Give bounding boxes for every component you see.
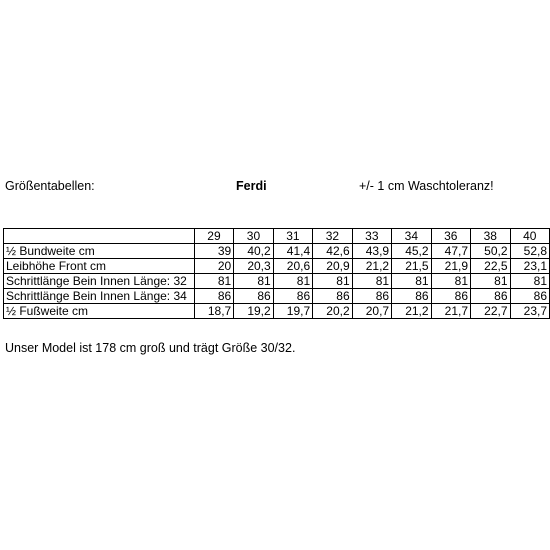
table-cell: 41,4	[273, 244, 312, 259]
size-column-header: 31	[273, 229, 312, 244]
table-cell: 86	[352, 289, 391, 304]
table-cell: 20,2	[313, 304, 352, 319]
row-label: Leibhöhe Front cm	[4, 259, 195, 274]
table-cell: 21,9	[431, 259, 470, 274]
table-cell: 21,2	[352, 259, 391, 274]
table-row	[4, 289, 550, 304]
table-cell: 86	[313, 289, 352, 304]
table-cell: 81	[194, 274, 233, 289]
size-column-header: 32	[313, 229, 352, 244]
table-cell: 40,2	[234, 244, 273, 259]
row-label: Schrittlänge Bein Innen Länge: 32	[4, 274, 195, 289]
table-cell: 81	[510, 274, 550, 289]
table-row	[4, 274, 550, 289]
table-cell: 22,7	[471, 304, 510, 319]
table-cell: 20,9	[313, 259, 352, 274]
table-row	[4, 304, 550, 319]
table-row	[4, 244, 550, 259]
table-cell: 42,6	[313, 244, 352, 259]
table-cell: 81	[234, 274, 273, 289]
table-cell: 50,2	[471, 244, 510, 259]
table-heading: Größentabellen:	[5, 179, 95, 193]
row-label: ½ Bundweite cm	[4, 244, 195, 259]
row-label: Schrittlänge Bein Innen Länge: 34	[4, 289, 195, 304]
table-cell: 86	[510, 289, 550, 304]
table-cell: 52,8	[510, 244, 550, 259]
size-column-header: 40	[510, 229, 550, 244]
size-column-header: 34	[392, 229, 431, 244]
table-cell: 18,7	[194, 304, 233, 319]
table-cell: 19,7	[273, 304, 312, 319]
table-cell: 81	[431, 274, 470, 289]
size-column-header: 30	[234, 229, 273, 244]
table-cell: 22,5	[471, 259, 510, 274]
header-line	[0, 179, 550, 197]
size-table	[3, 228, 550, 319]
wash-tolerance-note: +/- 1 cm Waschtoleranz!	[359, 179, 494, 193]
row-label: ½ Fußweite cm	[4, 304, 195, 319]
table-cell: 20,3	[234, 259, 273, 274]
model-footnote: Unser Model ist 178 cm groß und trägt Größe 30/32.	[5, 341, 296, 355]
table-cell: 86	[234, 289, 273, 304]
table-cell: 81	[313, 274, 352, 289]
table-cell: 20,7	[352, 304, 391, 319]
table-cell: 23,7	[510, 304, 550, 319]
table-cell: 20	[194, 259, 233, 274]
size-column-header: 36	[431, 229, 470, 244]
table-row	[4, 259, 550, 274]
table-cell: 21,2	[392, 304, 431, 319]
product-name: Ferdi	[236, 179, 267, 193]
table-cell: 86	[431, 289, 470, 304]
table-cell: 21,5	[392, 259, 431, 274]
header-corner-cell	[4, 229, 195, 244]
table-cell: 43,9	[352, 244, 391, 259]
table-header-row	[4, 229, 550, 244]
table-cell: 86	[194, 289, 233, 304]
size-column-header: 33	[352, 229, 391, 244]
size-column-header: 29	[194, 229, 233, 244]
table-cell: 81	[471, 274, 510, 289]
table-cell: 86	[273, 289, 312, 304]
table-cell: 86	[392, 289, 431, 304]
table-cell: 21,7	[431, 304, 470, 319]
table-cell: 45,2	[392, 244, 431, 259]
table-cell: 81	[392, 274, 431, 289]
size-column-header: 38	[471, 229, 510, 244]
table-cell: 81	[352, 274, 391, 289]
table-cell: 19,2	[234, 304, 273, 319]
table-cell: 47,7	[431, 244, 470, 259]
table-cell: 23,1	[510, 259, 550, 274]
table-cell: 39	[194, 244, 233, 259]
table-cell: 86	[471, 289, 510, 304]
table-cell: 81	[273, 274, 312, 289]
table-cell: 20,6	[273, 259, 312, 274]
